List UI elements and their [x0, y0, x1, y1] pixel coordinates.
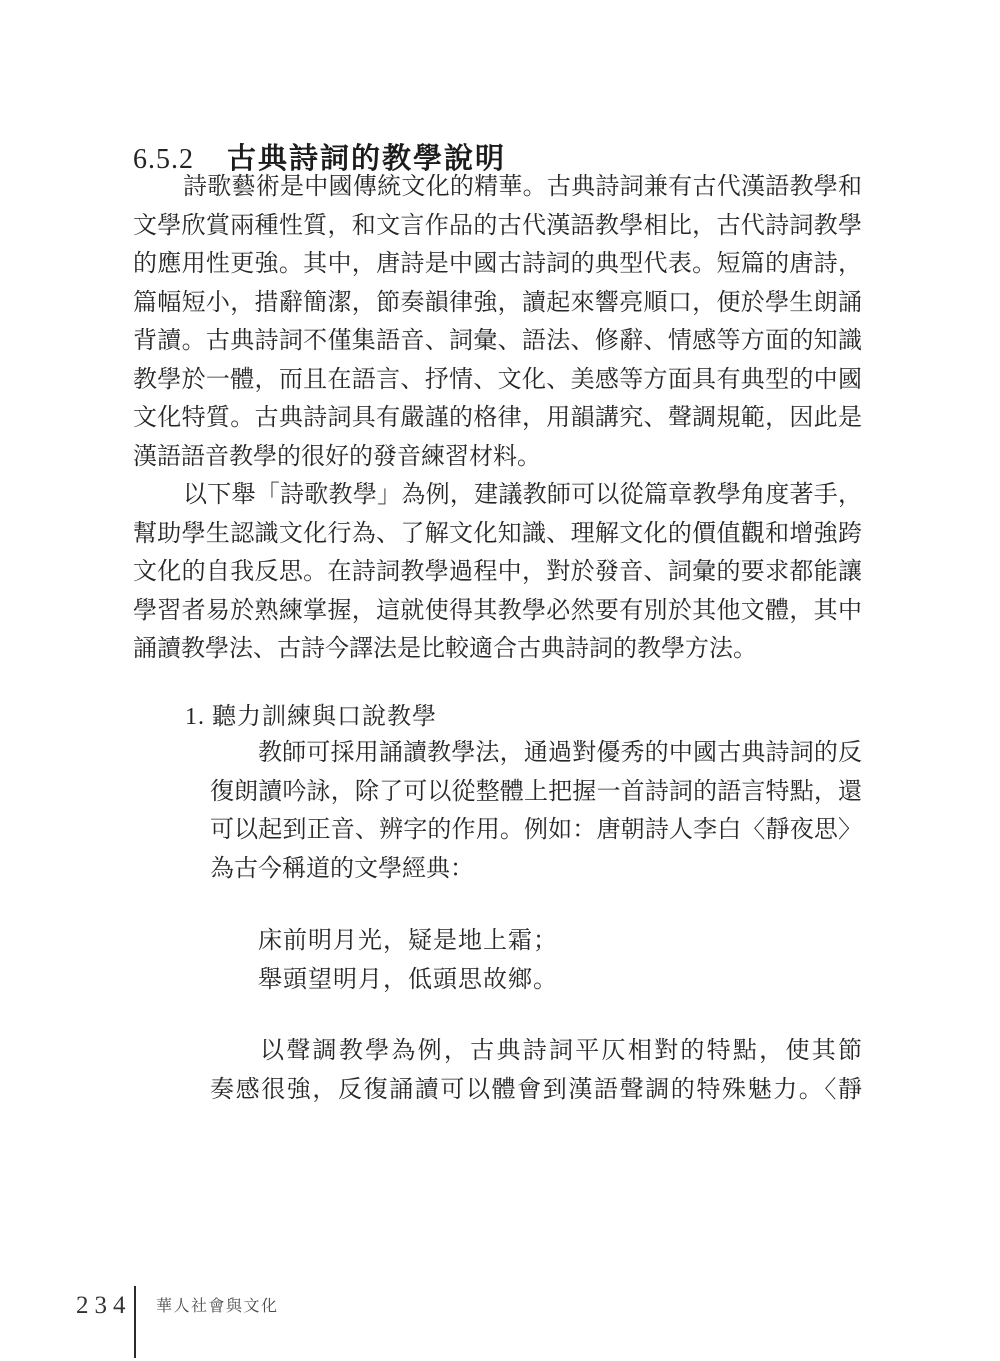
text-line: 誦讀教學法、古詩今譯法是比較適合古典詩詞的教學方法。	[133, 636, 757, 662]
text-line: 漢語語音教學的很好的發音練習材料。	[133, 443, 541, 470]
subsection-paragraph	[210, 734, 862, 888]
text-line: 教學於一體，而且在語言、抒情、文化、美感等方面具有典型的中國	[133, 366, 862, 393]
text-line: 學習者易於熟練掌握，這就使得其教學必然要有別於其他文體，其中	[133, 597, 862, 624]
closing-paragraph	[210, 1032, 862, 1109]
text-line: 文學欣賞兩種性質，和文言作品的古代漢語教學相比，古代詩詞教學	[133, 212, 862, 239]
subsection-heading: 1. 聽力訓練與口說教學	[185, 704, 437, 730]
text-line: 幫助學生認識文化行為、了解文化知識、理解文化的價值觀和增強跨	[133, 520, 862, 547]
page-number: 234	[76, 1292, 132, 1319]
section-title: 古典詩詞的教學說明	[227, 143, 507, 175]
footer-book-title: 華人社會與文化	[156, 1298, 279, 1315]
text-line: 背讀。古典詩詞不僅集語音、詞彙、語法、修辭、情感等方面的知識	[133, 328, 862, 354]
text-line: 篇幅短小，措辭簡潔，節奏韻律強，讀起來響亮順口，便於學生朗誦	[133, 289, 862, 316]
text-line: 以聲調教學為例，古典詩詞平仄相對的特點，使其節	[260, 1038, 862, 1064]
text-line: 為古今稱道的文學經典：	[210, 855, 474, 882]
text-line: 文化特質。古典詩詞具有嚴謹的格律，用韻講究、聲調規範，因此是	[133, 405, 862, 431]
text-line: 可以起到正音、辨字的作用。例如：唐朝詩人李白〈靜夜思〉	[210, 817, 862, 843]
text-line: 以下舉「詩歌教學」為例，建議教師可以從篇章教學角度著手，	[183, 482, 862, 508]
text-line: 文化的自我反思。在詩詞教學過程中，對於發音、詞彙的要求都能讓	[133, 559, 862, 585]
poem-jing-ye-si	[258, 922, 818, 999]
text-line: 的應用性更強。其中，唐詩是中國古詩詞的典型代表。短篇的唐詩，	[133, 251, 862, 277]
text-line: 教師可採用誦讀教學法，通過對優秀的中國古典詩詞的反	[258, 740, 862, 766]
text-line: 奏感很強，反復誦讀可以體會到漢語聲調的特殊魅力。〈靜	[210, 1076, 862, 1103]
text-line: 舉頭望明月，低頭思故鄉。	[258, 966, 558, 993]
footer-divider-rule	[134, 1286, 136, 1358]
text-line: 復朗讀吟詠，除了可以從整體上把握一首詩詞的語言特點，還	[210, 778, 862, 805]
paragraph-1	[133, 168, 862, 476]
intro-paragraphs	[133, 168, 862, 669]
paragraph-2	[133, 476, 862, 669]
section-number: 6.5.2	[133, 144, 194, 175]
text-line: 詩歌藝術是中國傳統文化的精華。古典詩詞兼有古代漢語教學和	[183, 174, 862, 200]
text-line: 床前明月光，疑是地上霜；	[258, 928, 558, 954]
